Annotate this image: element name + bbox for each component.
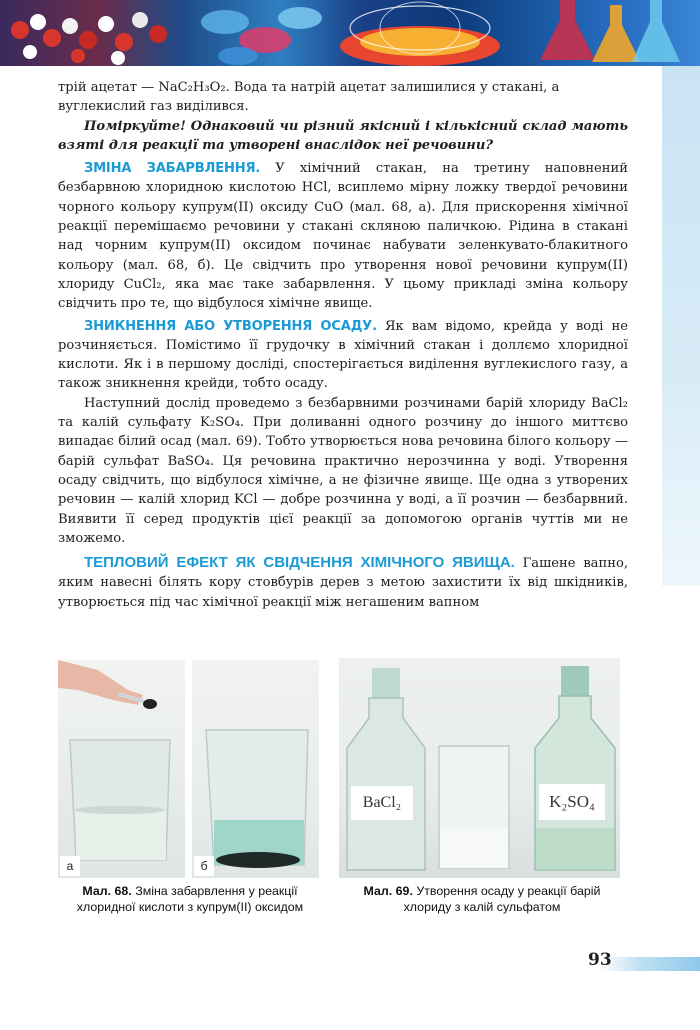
section-precipitate — [58, 317, 628, 394]
photo-68a — [58, 660, 185, 878]
atom-glow — [340, 2, 500, 66]
main-text — [58, 78, 628, 612]
caption-text: Зміна забарвлення у реакції хлоридної кислоти з купрум(ІІ) оксидом — [76, 884, 304, 914]
banner-illustration — [0, 0, 700, 66]
section-heading: ЗНИКНЕННЯ АБО УТВОРЕННЯ ОСАДУ. — [84, 318, 377, 334]
petri-dishes — [201, 7, 322, 65]
bottles-and-beaker-illustration — [339, 658, 620, 878]
caption-text: Утворення осаду у реакції барій хлориду з калій сульфатом — [403, 884, 601, 914]
section-color-change — [58, 159, 628, 313]
section-text: Як вам відомо, крейда у воді не розчиняється. Помістимо її грудочку в хімічний стакан і доллємо хлоридної кислоти. Як і в першому досліді, спостерігається виділення вуглекислого газу, а також зникнення крейди, тобто осаду. — [58, 318, 628, 392]
caption-68 — [70, 884, 310, 915]
section-thermal — [58, 553, 628, 612]
bottle-label-bacl2: BaCl₂ — [351, 786, 413, 820]
margin-decoration — [662, 66, 700, 586]
header-banner-image — [0, 0, 700, 66]
section-text: Гашене вапно, яким навесні білять кору стовбурів дерев з метою захистити їх від шкідників, утворюється під час хімічної реакції між негашеним вапном — [58, 556, 628, 610]
page-number: 93 — [588, 950, 612, 970]
photo-68b — [192, 660, 319, 878]
section-heading: ЗМІНА ЗАБАРВЛЕННЯ. — [84, 161, 261, 177]
text-line: трій ацетат — NaC₂H₃O₂. Вода та натрій ацетат залишилися у стакані, а — [58, 80, 560, 95]
flasks — [540, 0, 680, 62]
figure-tag-a: а — [60, 856, 80, 876]
beaker-green-solution-illustration — [192, 660, 319, 878]
caption-69 — [342, 884, 622, 915]
section-heading: ТЕПЛОВИЙ ЕФЕКТ ЯК СВІДЧЕННЯ ХІМІЧНОГО ЯВИЩА. — [84, 554, 515, 572]
bottle-label-k2so4: K₂SO₄ — [539, 784, 605, 820]
page-number-bar — [600, 957, 700, 971]
molecule-model — [11, 12, 167, 65]
figure-tag-b: б — [194, 856, 214, 876]
caption-number: Мал. 69. — [363, 884, 413, 898]
paragraph-continued — [58, 78, 628, 117]
paragraph-experiment: Наступний дослід проведемо з безбарвними розчинами барій хлориду BaCl₂ та калій сульфату K₂SO₄. При доливанні одного розчину до іншого миттєво випадає білий осад (мал. 69). Тобто утворюється нова речовина білого кольору — барій сульфат BaSO₄. Ця речовина практично нерозчинна у воді. Утворення осаду свідчить, що відбулося хімічне, а не фізичне явище. Ще одна з утворених речовин — калій хлорид KCl — добре розчинна у воді, а її розчин — безбарвний. Виявити її серед продуктів цієї реакції за допомогою органів чуттів ми не зможемо. — [58, 395, 628, 546]
question-paragraph: Поміркуйте! Однаковий чи різний якісний і кількісний склад мають взяті для реакції та утворені внаслідок неї речовини? — [58, 118, 628, 153]
photo-69 — [339, 658, 620, 878]
section-text: У хімічний стакан, на третину наповнений безбарвною хлоридною кислотою HCl, всиплемо мірну ложку твердої речовини чорного кольору купрум(ІІ) оксиду CuO (мал. 68, а). Для прискорення хімічної реакції перемішаємо речовини у стакані скляною паличкою. Рідина в стакані над чорним купрум(ІІ) оксидом починає набувати зеленкувато-блакитного кольору (мал. 68, б). Це свідчить про утворення нової речовини купрум(ІІ) хлориду CuCl₂, яка має таке забарвлення. У цьому прикладі зміна кольору свідчить про те, що відбулося хімічне явище. — [58, 161, 628, 312]
figures-area — [0, 655, 700, 955]
caption-number: Мал. 68. — [82, 884, 132, 898]
beaker-with-spoon-illustration — [58, 660, 185, 878]
text-line: вуглекислий газ виділився. — [58, 99, 249, 115]
